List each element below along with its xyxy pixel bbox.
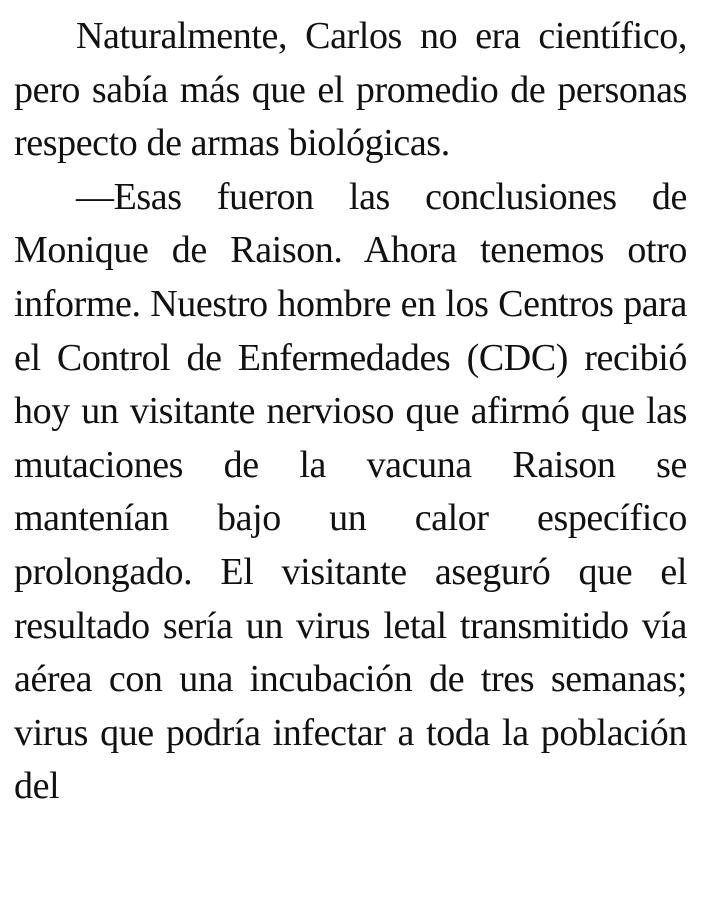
body-text [14,10,687,814]
paragraph-carlos: Naturalmente, Carlos no era científico, pero sabía más que el promedio de personas respecto de armas biológicas. [14,15,687,165]
paragraph-monique-report: —Esas fueron las conclusiones de Monique de Raison. Ahora tenemos otro informe. Nuestro hombre en los Centros para el Control de Enfermedades (CDC) recibió hoy un visitante nervioso que afirmó que las mutaciones de la vacuna Raison se mantenían bajo un calor específico prolongado. El visitante aseguró que el resultado sería un virus letal transmitido vía aérea con una incubación de tres semanas; virus que podría infectar a toda la población del [14,175,687,808]
